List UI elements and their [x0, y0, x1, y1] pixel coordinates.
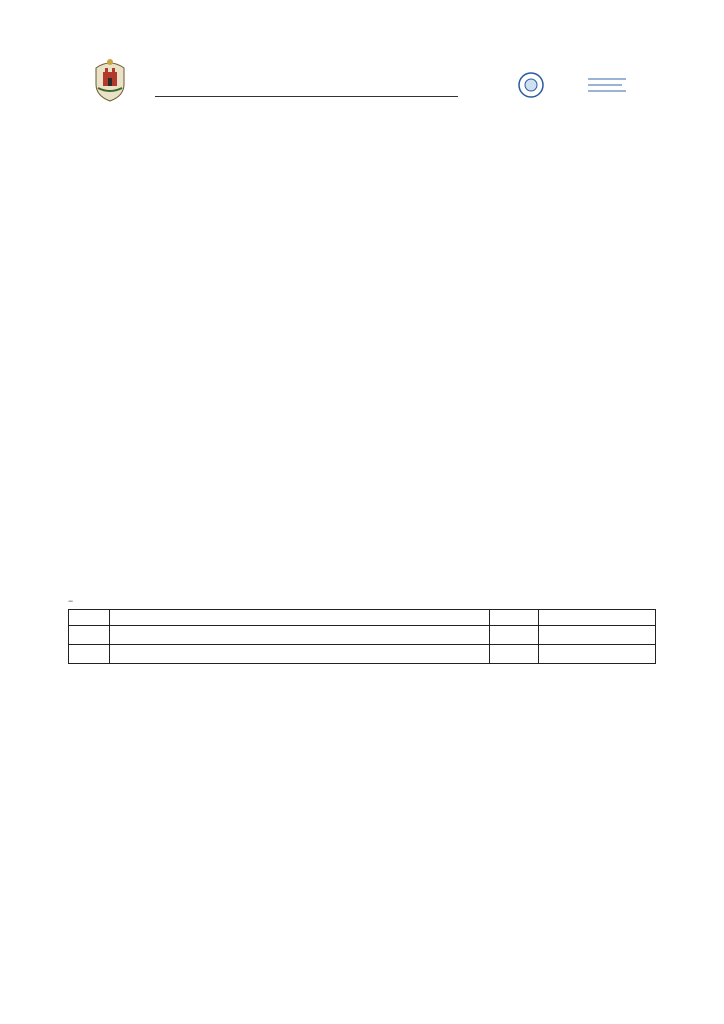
row-um	[490, 645, 539, 664]
determinazione-heading	[248, 136, 260, 148]
table-row	[69, 645, 656, 664]
col-header-pos	[69, 610, 110, 626]
col-header-descrizione	[110, 610, 490, 626]
col-header-quantita	[539, 610, 656, 626]
row-description	[110, 626, 490, 645]
table-header-row	[69, 610, 656, 626]
row-pos	[69, 626, 110, 645]
row-qty	[539, 645, 656, 664]
certification-logo	[518, 70, 630, 100]
row-pos	[69, 645, 110, 664]
bullet-dash: –	[68, 595, 74, 607]
row-um	[490, 626, 539, 645]
table-row	[69, 626, 656, 645]
coat-of-arms-icon	[92, 58, 128, 102]
header-rule	[155, 96, 458, 97]
row-qty	[539, 626, 656, 645]
tyres-table	[68, 609, 656, 664]
row-description	[110, 645, 490, 664]
col-header-um	[490, 610, 539, 626]
